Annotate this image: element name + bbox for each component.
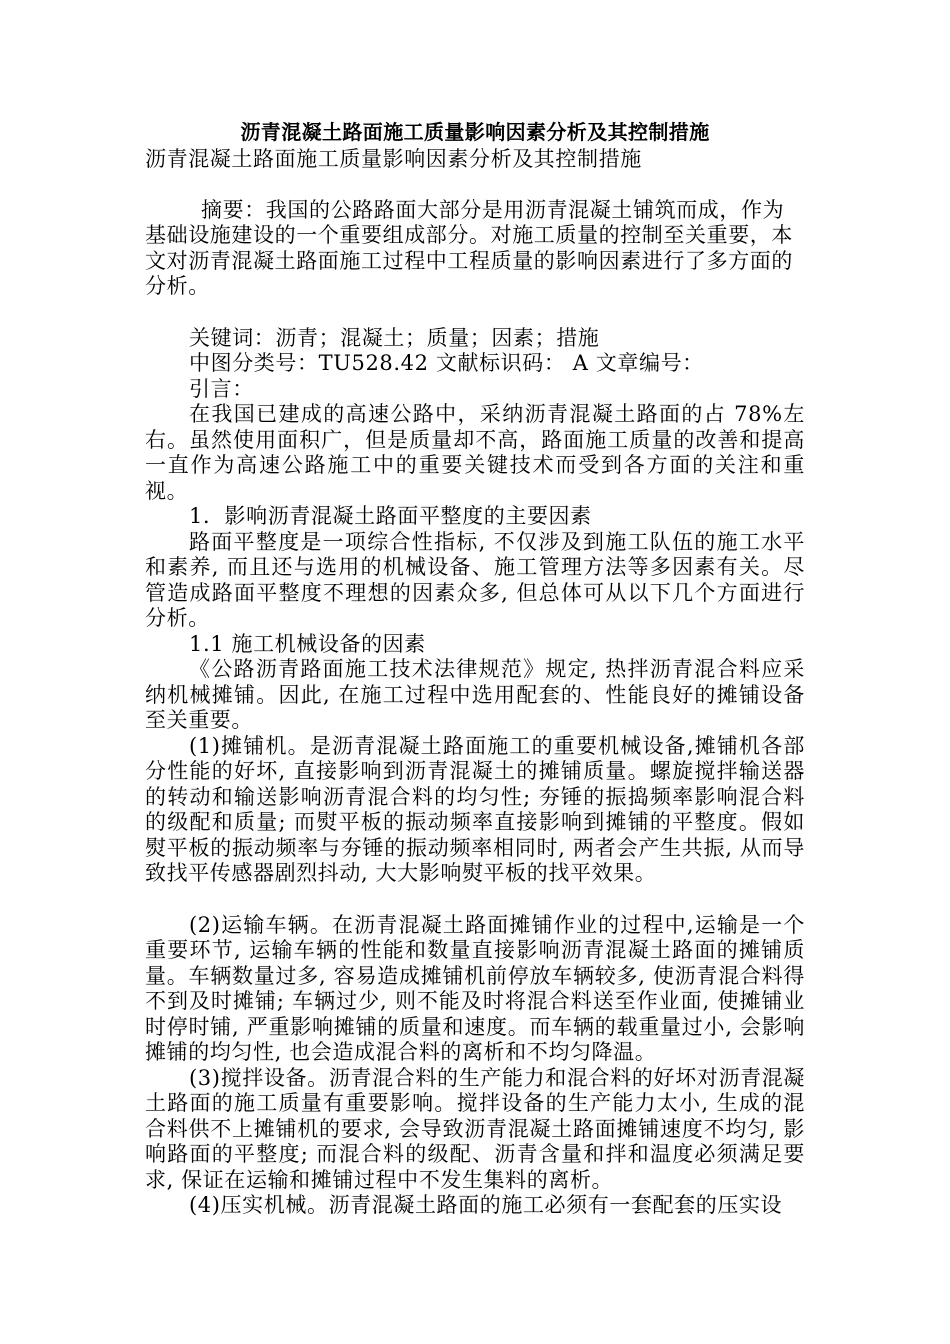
item-2-paragraph: (2)运输车辆。在沥青混凝土路面摊铺作业的过程中,运输是一个重要环节, 运输车辆的性能和数量直接影响沥青混凝土路面的摊铺质量。车辆数量过多, 容易造成摊铺机前停放车辆较多, 使沥青混合料得不到及时摊铺; 车辆过少, 则不能及时将混合料送至作业面, 使摊铺业时停时铺, 严重影响摊铺的质量和速度。而车辆的载重量过小, 会影响摊铺的均匀性, 也会造成混合料的离析和不均匀降温。 (145, 912, 805, 1064)
document-subtitle: 沥青混凝土路面施工质量影响因素分析及其控制措施 (145, 147, 642, 171)
intro-heading: 引言： (189, 376, 254, 401)
intro-paragraph: 在我国已建成的高速公路中，采纳沥青混凝土路面的占 78%左右。虽然使用面积广，但是质量却不高，路面施工质量的改善和提高一直作为高速公路施工中的重要关键技术而受到各方面的关注和重视。 (145, 402, 805, 503)
document-page (145, 120, 805, 1219)
classification-line: 中图分类号：TU528.42 文献标识码： A 文章编号： (189, 351, 704, 375)
item-1-paragraph: (1)摊铺机。是沥青混凝土路面施工的重要机械设备,摊铺机各部分性能的好坏, 直接影响到沥青混凝土的摊铺质量。螺旋搅拌输送器的转动和输送影响沥青混合料的均匀性; 夯锤的振捣频率影响混合料的级配和质量; 而熨平板的振动频率直接影响到摊铺的平整度。假如熨平板的振动频率与夯锤的振动频率相同时, 两者会产生共振, 从而导致找平传感器剧烈抖动, 大大影响熨平板的找平效果。 (145, 733, 805, 885)
section-1-1-heading: 1.1 施工机械设备的因素 (189, 631, 426, 656)
abstract-paragraph: 摘要：我国的公路路面大部分是用沥青混凝土铺筑而成，作为基础设施建设的一个重要组成部分。对施工质量的控制至关重要，本文对沥青混凝土路面施工过程中工程质量的影响因素进行了多方面的分析。 (145, 197, 793, 298)
document-title: 沥青混凝土路面施工质量影响因素分析及其控制措施 (240, 120, 710, 144)
section-1-1-paragraph: 《公路沥青路面施工技术法律规范》规定, 热拌沥青混合料应采纳机械摊铺。因此, 在施工过程中选用配套的、性能良好的摊铺设备至关重要。 (145, 657, 805, 732)
item-4-paragraph: (4)压实机械。沥青混凝土路面的施工必须有一套配套的压实设 (189, 1193, 783, 1217)
item-3-paragraph: (3)搅拌设备。沥青混合料的生产能力和混合料的好坏对沥青混凝土路面的施工质量有重要影响。搅拌设备的生产能力太小, 生成的混合料供不上摊铺机的要求, 会导致沥青混凝土路面摊铺速度不均匀, 影响路面的平整度; 而混合料的级配、沥青含量和拌和温度必须满足要求, 保证在运输和摊铺过程中不发生集料的离析。 (145, 1065, 805, 1192)
section-1-heading: 1．影响沥青混凝土路面平整度的主要因素 (189, 504, 592, 528)
keywords-line: 关键词：沥青；混凝土；质量；因素；措施 (189, 325, 600, 350)
section-1-paragraph: 路面平整度是一项综合性指标, 不仅涉及到施工队伍的施工水平和素养, 而且还与选用的机械设备、施工管理方法等多因素有关。尽管造成路面平整度不理想的因素众多, 但总体可从以下几个方面进行分析。 (145, 529, 805, 630)
